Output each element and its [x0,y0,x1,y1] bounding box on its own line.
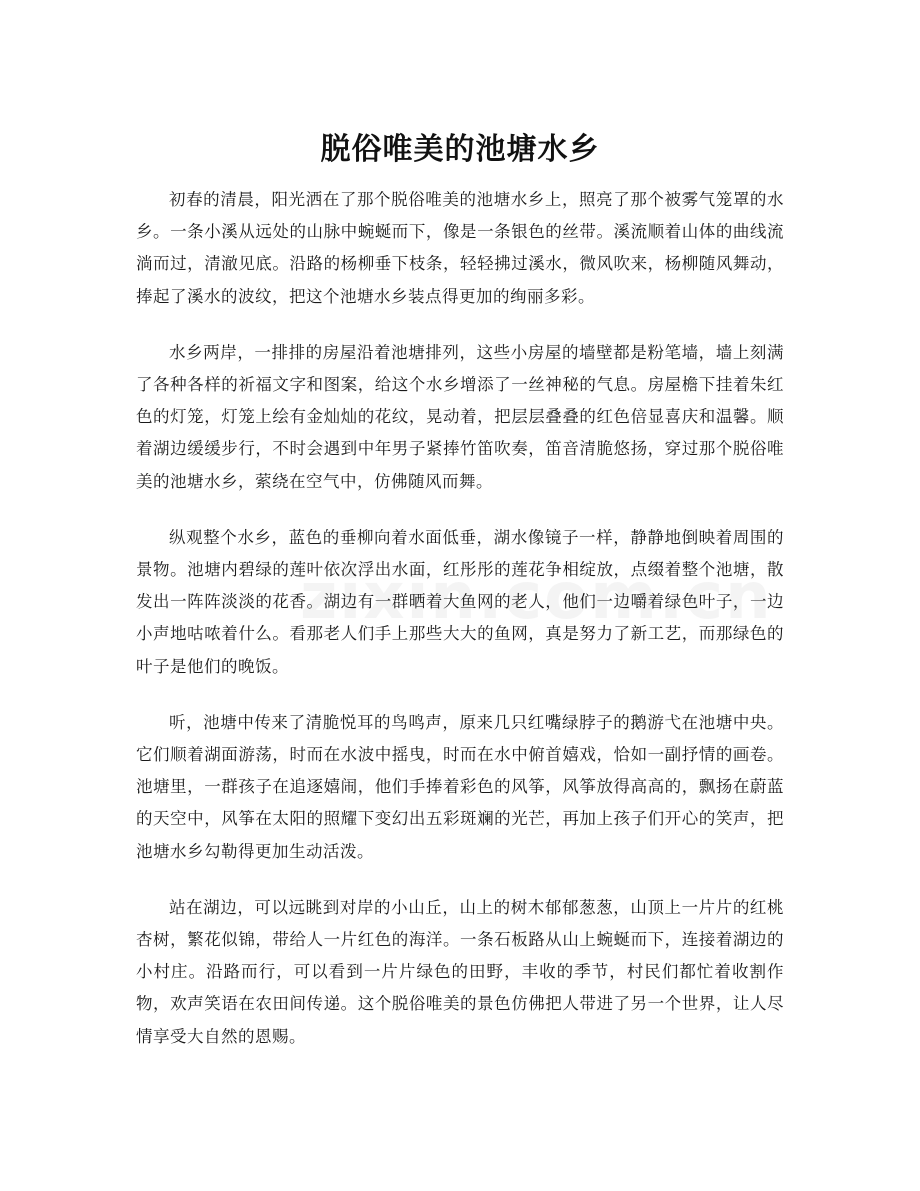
document-title: 脱俗唯美的池塘水乡 [320,132,600,168]
paragraph-1: 初春的清晨，阳光洒在了那个脱俗唯美的池塘水乡上，照亮了那个被雾气笼罩的水乡。一条小溪从远处的山脉中蜿蜒而下，像是一条银色的丝带。溪流顺着山体的曲线流淌而过，清澈见底。沿路的杨柳垂下枝条，轻轻拂过溪水，微风吹来，杨柳随风舞动，捧起了溪水的波纹，把这个池塘水乡装点得更加的绚丽多彩。 [136,190,784,306]
paragraph-4: 听，池塘中传来了清脆悦耳的鸟鸣声，原来几只红嘴绿脖子的鹅游弋在池塘中央。它们顺着湖面游荡，时而在水波中摇曳，时而在水中俯首嬉戏，恰如一副抒情的画卷。池塘里，一群孩子在追逐嬉闹，他们手捧着彩色的风筝，风筝放得高高的，飘扬在蔚蓝的天空中，风筝在太阳的照耀下变幻出五彩斑斓的光芒，再加上孩子们开心的笑声，把池塘水乡勾勒得更加生动活泼。 [136,712,784,861]
paragraph-3: 纵观整个水乡，蓝色的垂柳向着水面低垂，湖水像镜子一样，静静地倒映着周围的景物。池塘内碧绿的莲叶依次浮出水面，红彤彤的莲花争相绽放，点缀着整个池塘，散发出一阵阵淡淡的花香。湖边有一群晒着大鱼网的老人，他们一边嚼着绿色叶子，一边小声地咕哝着什么。看那老人们手上那些大大的鱼网，真是努力了新工艺，而那绿色的叶子是他们的晚饭。 [136,527,784,676]
document-body [136,184,784,1077]
paragraph-2: 水乡两岸，一排排的房屋沿着池塘排列，这些小房屋的墙壁都是粉笔墙，墙上刻满了各种各样的祈福文字和图案，给这个水乡增添了一丝神秘的气息。房屋檐下挂着朱红色的灯笼，灯笼上绘有金灿灿的花纹，晃动着，把层层叠叠的红色倍显喜庆和温馨。顺着湖边缓缓步行，不时会遇到中年男子紧捧竹笛吹奏，笛音清脆悠扬，穿过那个脱俗唯美的池塘水乡，萦绕在空气中，仿佛随风而舞。 [136,342,784,491]
paragraph-5: 站在湖边，可以远眺到对岸的小山丘，山上的树木郁郁葱葱，山顶上一片片的红桃杏树，繁花似锦，带给人一片红色的海洋。一条石板路从山上蜿蜒而下，连接着湖边的小村庄。沿路而行，可以看到一片片绿色的田野，丰收的季节，村民们都忙着收割作物，欢声笑语在农田间传递。这个脱俗唯美的景色仿佛把人带进了另一个世界，让人尽情享受大自然的恩赐。 [136,897,784,1046]
